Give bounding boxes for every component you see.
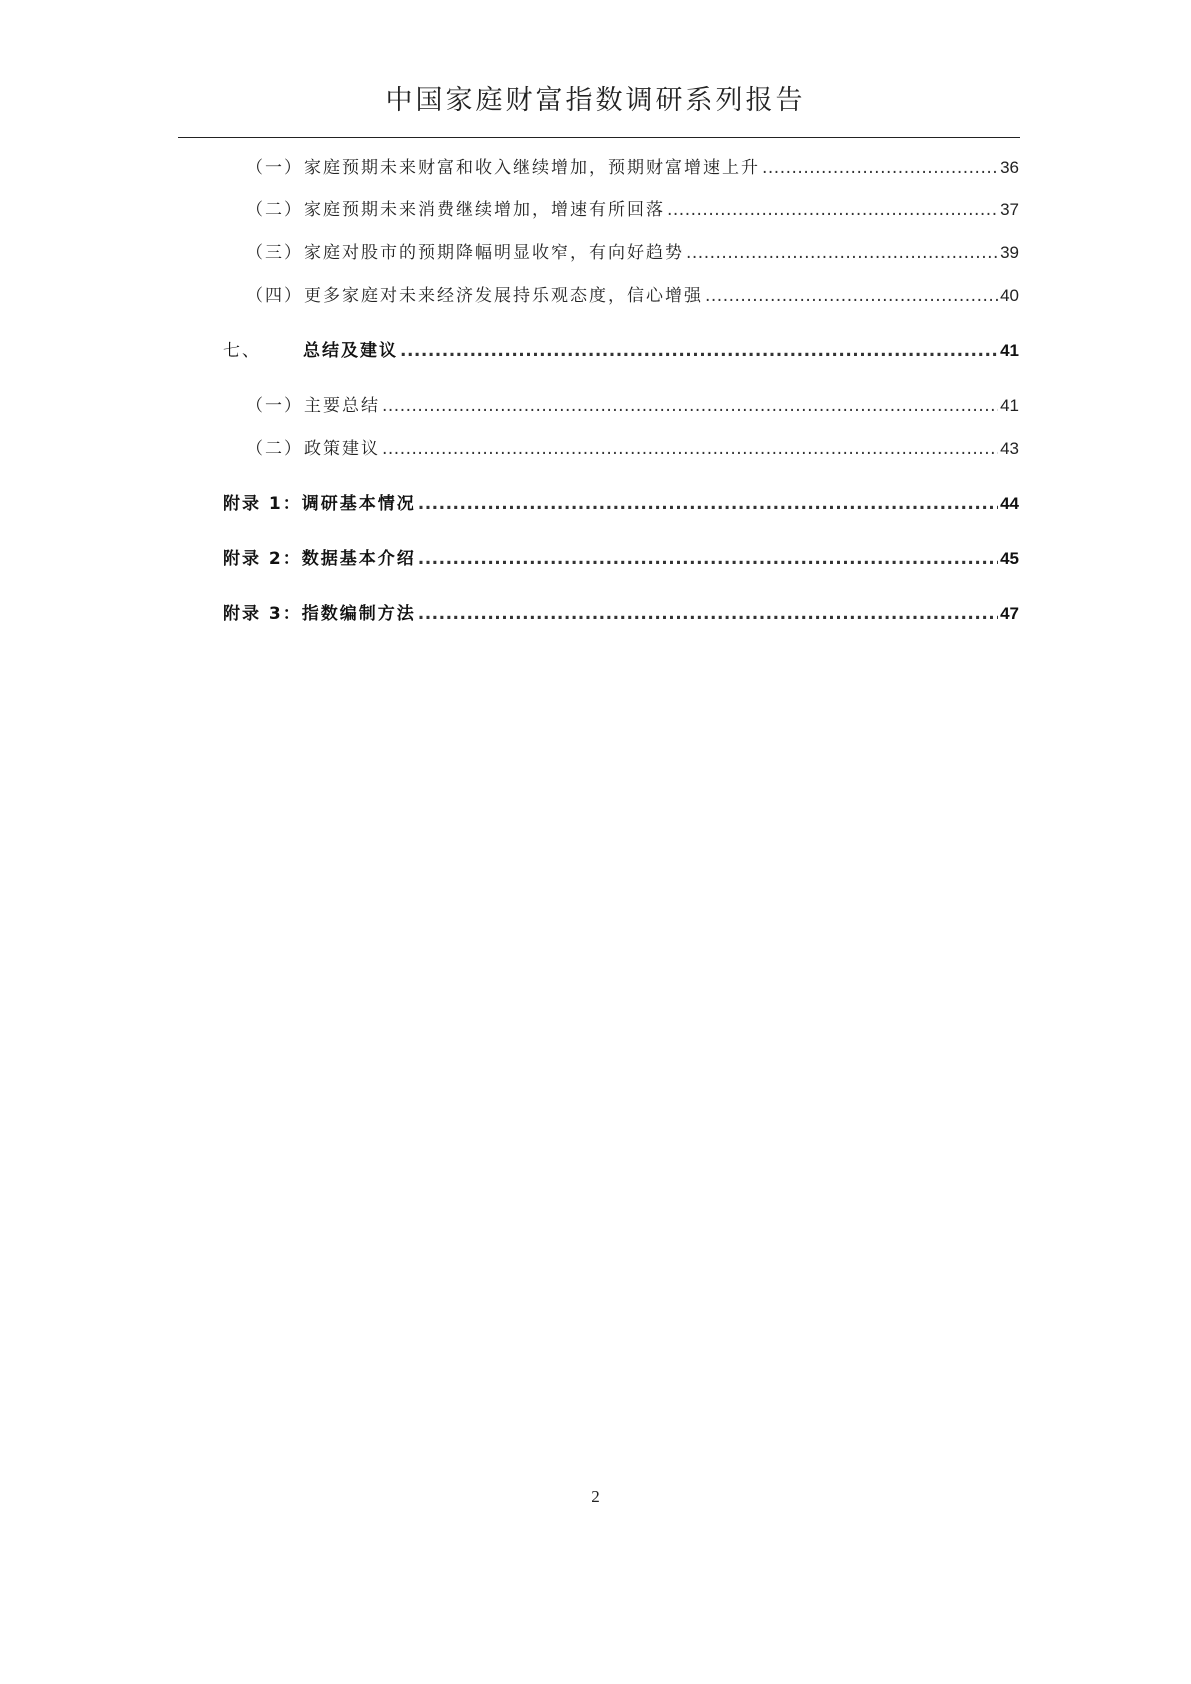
header-title: 中国家庭财富指数调研系列报告	[385, 85, 806, 116]
toc-entry-page: 43	[1000, 439, 1019, 458]
toc-entry-page: 41	[1000, 341, 1019, 360]
toc-entry-page: 40	[1000, 286, 1019, 305]
toc-section-entry[interactable]	[223, 338, 1019, 364]
toc-dot-leader	[762, 155, 998, 181]
toc-dot-leader	[400, 338, 998, 364]
toc-dot-leader	[667, 197, 998, 223]
toc-entry-number: （二）	[246, 439, 303, 459]
toc-dot-leader	[686, 240, 998, 266]
toc-entry-number: （一）	[246, 396, 303, 416]
toc-entry-page: 44	[1000, 494, 1019, 513]
toc-entry-title: 主要总结	[304, 396, 380, 416]
toc-entry-title: 政策建议	[304, 439, 380, 459]
toc-entry-title: 附录 3：指数编制方法	[223, 604, 416, 624]
toc-dot-leader	[418, 491, 998, 517]
toc-entry-number: 七、	[223, 341, 261, 361]
toc-entry[interactable]	[246, 283, 1019, 309]
toc-entry-page: 45	[1000, 549, 1019, 568]
toc-dot-leader	[705, 283, 998, 309]
toc-entry-title: 家庭预期未来财富和收入继续增加，预期财富增速上升	[304, 158, 760, 178]
toc-appendix-entry[interactable]	[223, 546, 1019, 572]
toc-entry-number: （三）	[246, 243, 303, 263]
toc-dot-leader	[382, 393, 998, 419]
toc-entry-title: 更多家庭对未来经济发展持乐观态度，信心增强	[304, 286, 703, 306]
toc-entry-title: 家庭对股市的预期降幅明显收窄，有向好趋势	[304, 243, 684, 263]
page-number: 2	[591, 1487, 600, 1506]
toc-entry[interactable]	[246, 436, 1019, 462]
toc-entry-number: （一）	[246, 158, 303, 178]
toc-appendix-entry[interactable]	[223, 601, 1019, 627]
toc-appendix-entry[interactable]	[223, 491, 1019, 517]
toc-entry[interactable]	[246, 197, 1019, 223]
toc-entry-number: （二）	[246, 200, 303, 220]
toc-entry-page: 39	[1000, 243, 1019, 262]
header-divider	[178, 137, 1020, 138]
toc-entry-title: 附录 1：调研基本情况	[223, 494, 416, 514]
toc-entry[interactable]	[246, 393, 1019, 419]
toc-entry-number: （四）	[246, 286, 303, 306]
toc-entry-title: 附录 2：数据基本介绍	[223, 549, 416, 569]
toc-entry-page: 36	[1000, 158, 1019, 177]
toc-entry-title: 总结及建议	[303, 341, 398, 361]
toc-dot-leader	[418, 601, 998, 627]
toc-entry-title: 家庭预期未来消费继续增加，增速有所回落	[304, 200, 665, 220]
toc-dot-leader	[418, 546, 998, 572]
toc-entry-page: 47	[1000, 604, 1019, 623]
toc-entry-page: 37	[1000, 200, 1019, 219]
toc-dot-leader	[382, 436, 998, 462]
toc-entry[interactable]	[246, 240, 1019, 266]
toc-entry-page: 41	[1000, 396, 1019, 415]
toc-entry[interactable]	[246, 155, 1019, 181]
